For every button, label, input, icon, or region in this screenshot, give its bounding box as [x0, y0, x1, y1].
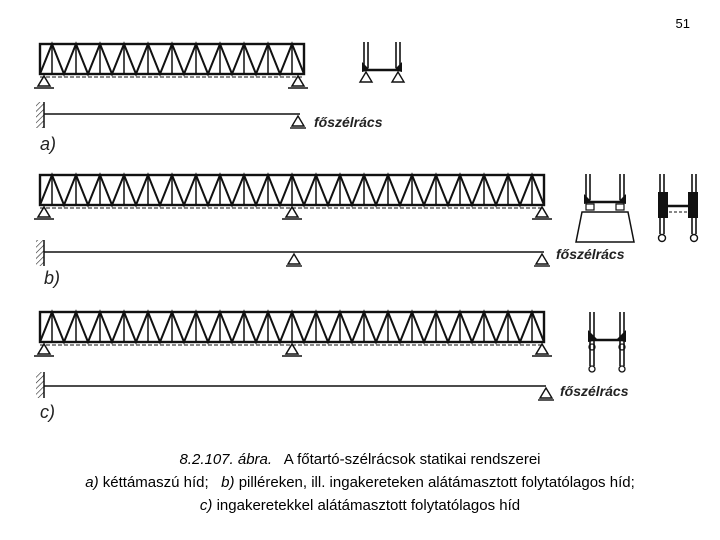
truss-elevation-c [34, 312, 552, 356]
support-icon [392, 72, 404, 82]
cross-section-b-pier [576, 174, 634, 242]
part-label-a: a) [40, 134, 57, 154]
cross-section-b-frame [658, 174, 698, 242]
pier-icon [576, 212, 634, 242]
caption-a-label: a) [85, 474, 99, 491]
girder-label-a: főszélrács [314, 114, 383, 130]
caption-c-label: c) [199, 497, 213, 514]
cross-section-c-frame [588, 312, 626, 372]
caption-line-2 [0, 471, 720, 494]
static-scheme-b [36, 240, 625, 288]
hinge-icon [619, 366, 625, 372]
truss-elevation-b [34, 175, 552, 219]
figure-number: 8.2.107. ábra. [179, 451, 273, 468]
caption-b-label: b) [221, 474, 235, 491]
support-icon [360, 72, 372, 82]
static-scheme-c [36, 372, 629, 422]
caption-line-3 [0, 494, 720, 517]
roller-support-icon [292, 116, 304, 126]
fixed-support-hatch [36, 102, 44, 128]
static-scheme-a [36, 102, 383, 154]
roller-support-icon [288, 254, 300, 264]
hinge-icon [589, 366, 595, 372]
fixed-support-hatch [36, 240, 44, 266]
part-label-b: b) [44, 268, 61, 288]
part-label-c: c) [40, 402, 55, 422]
truss-elevation-a [34, 44, 308, 88]
roller-support-icon [536, 254, 548, 264]
cross-section-a [360, 42, 404, 82]
caption-line-1 [0, 448, 720, 471]
roller-support-icon [540, 388, 552, 398]
figure-caption [0, 448, 720, 517]
caption-a-text: kéttámaszú híd; [102, 474, 209, 491]
girder-label-b: főszélrács [556, 246, 625, 262]
caption-c-text: ingakeretekkel alátámasztott folytatólagos híd [216, 497, 521, 514]
girder-label-c: főszélrács [560, 383, 629, 399]
fixed-support-hatch [36, 372, 44, 398]
page-number: 51 [675, 16, 690, 31]
hinge-icon [659, 235, 666, 242]
figure-title: A főtartó-szélrácsok statikai rendszerei [283, 451, 541, 468]
caption-b-text: pilléreken, ill. ingakereteken alátámasztott folytatólagos híd; [238, 474, 635, 491]
hinge-icon [691, 235, 698, 242]
